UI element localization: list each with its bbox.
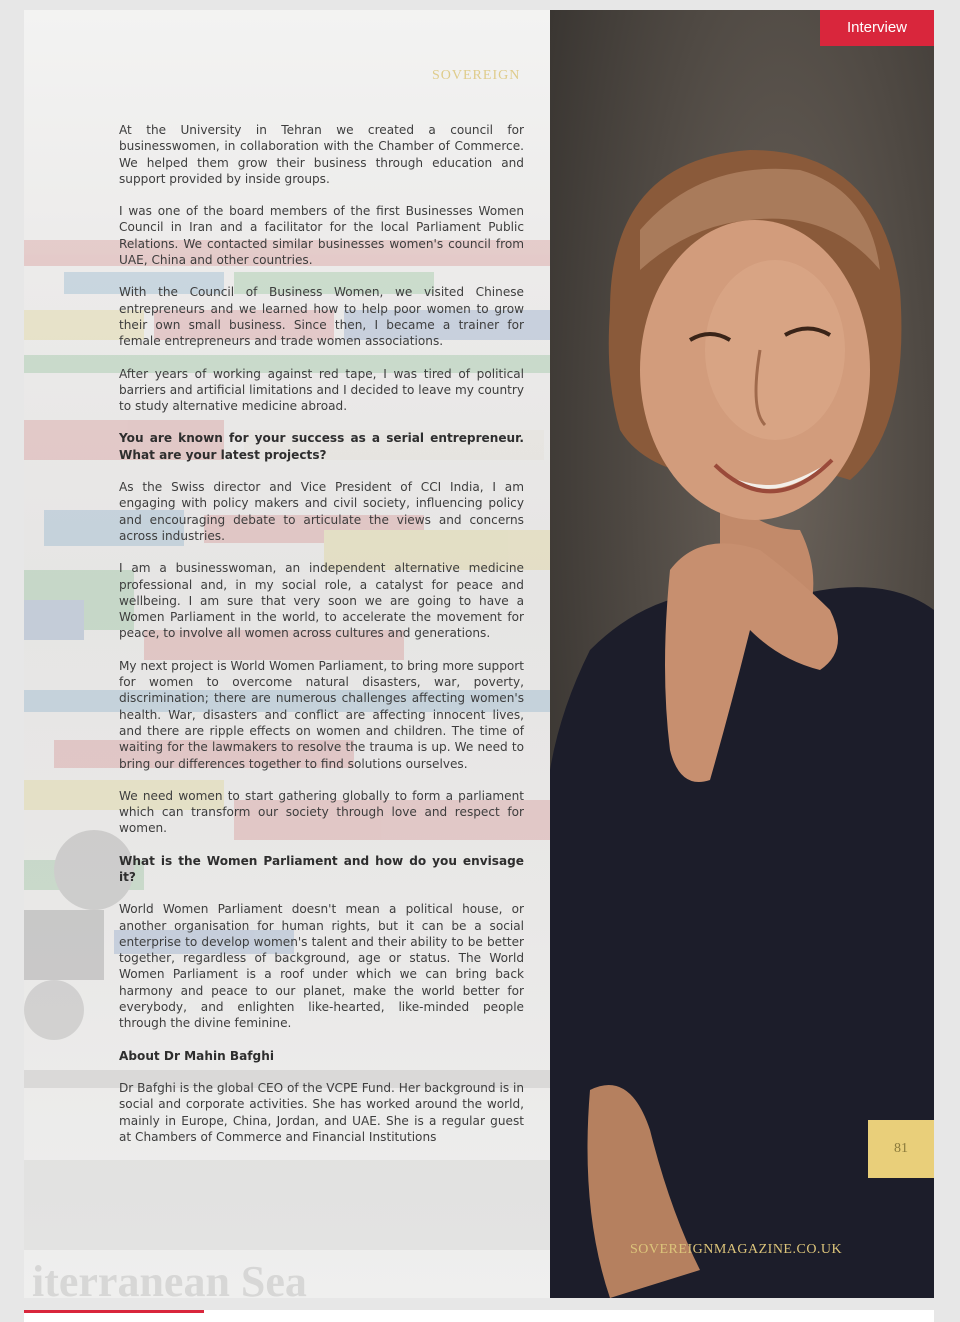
magazine-page (24, 10, 934, 1298)
interview-question: What is the Women Parliament and how do you envisage it? (119, 853, 524, 884)
page-number: 81 (868, 1120, 934, 1178)
interview-question: You are known for your success as a serial entrepreneur. What are your latest projects? (119, 431, 524, 462)
article-paragraph: We need women to start gathering globally to form a parliament which can transform our society through love and respect for women. (119, 788, 524, 836)
site-url: SOVEREIGNMAGAZINE.CO.UK (630, 1242, 843, 1257)
section-tag: Interview (820, 10, 934, 46)
article-paragraph: I am a businesswoman, an independent alternative medicine professional and, in my social role, a catalyst for peace and wellbeing. I am sure that very soon we are going to have a Women Parliament in the world, to accelerate the movement for peace, to involve all women across cultures and generations. (119, 561, 524, 641)
about-paragraph: Dr Bafghi is the global CEO of the VCPE Fund. Her background is in social and corporate activities. She has worked around the world, mainly in Europe, China, Jordan, and UAE. She is a regular guest at Chambers of Commerce and Financial Institutions (119, 1080, 524, 1144)
magazine-watermark: SOVEREIGN (432, 68, 521, 83)
article-paragraph: My next project is World Women Parliament, to bring more support for women to overcome natural disasters, war, poverty, discrimination; there are numerous challenges affecting women's health. War, disasters and conflict are affecting innocent lives, and there are ripple effects on women and children. The time of waiting for the lawmakers to resolve the trauma is up. We need to bring our differences together to find solutions ourselves. (119, 658, 524, 771)
article-body (119, 122, 524, 1161)
next-page-edge (24, 1310, 934, 1322)
article-paragraph: After years of working against red tape, I was tired of political barriers and artificial limitations and I decided to leave my country to study alternative medicine abroad. (119, 366, 524, 414)
text-column (24, 10, 550, 1298)
next-page-accent-bar (24, 1310, 204, 1313)
portrait-illustration (550, 10, 934, 1298)
map-sea-label: iterranean Sea (32, 1257, 307, 1298)
article-paragraph: World Women Parliament doesn't mean a political house, or another organisation for human rights, but it can be a social enterprise to develop women's talent and their ability to be better together, regardless of background, age or status. The World Women Parliament is a roof under which we can bring back harmony and peace to our planet, make the world better for everybody, and enlighten like-hearted, like-minded people through the divine feminine. (119, 902, 524, 1031)
portrait-photo (550, 10, 934, 1298)
article-paragraph: I was one of the board members of the first Businesses Women Council in Iran and a facilitator for the local Parliament Public Relations. We contacted similar businesses women's council from UAE, China and other countries. (119, 204, 524, 268)
article-paragraph: At the University in Tehran we created a council for businesswomen, in collaboration with the Chamber of Commerce. We helped them grow their business through education and support provided by inside groups. (119, 123, 524, 186)
about-heading: About Dr Mahin Bafghi (119, 1048, 274, 1063)
article-paragraph: With the Council of Business Women, we visited Chinese entrepreneurs and we learned how to help poor women to grow their own small business. Since then, I became a trainer for female entrepreneurs and trade women associations. (119, 285, 524, 349)
article-paragraph: As the Swiss director and Vice President of CCI India, I am engaging with policy makers and civil society, influencing policy and encouraging debate to articulate the views and concerns across industries. (119, 480, 524, 543)
